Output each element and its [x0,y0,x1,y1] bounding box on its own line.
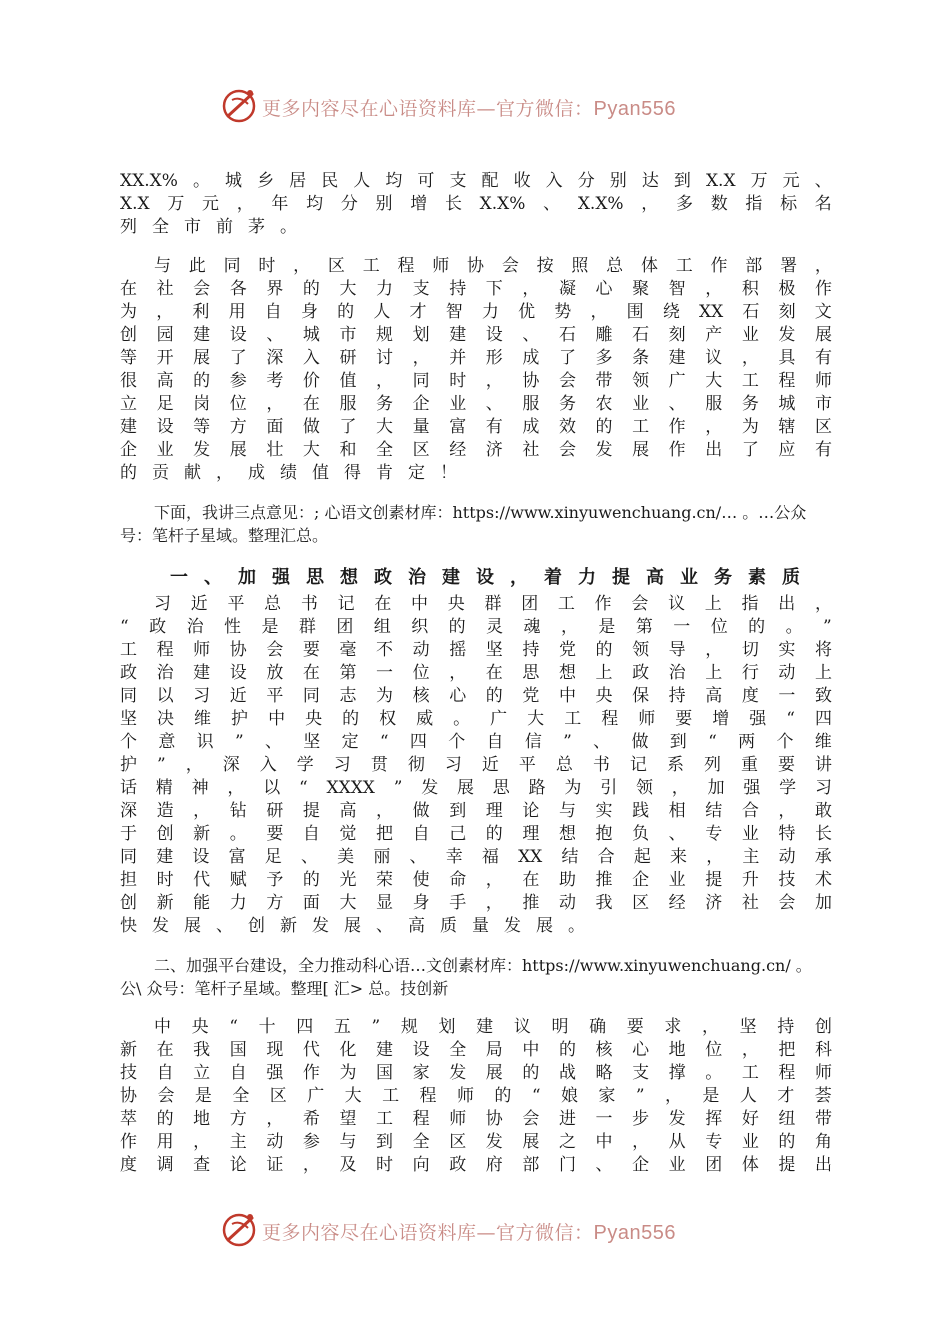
text-line: 在 社 会 各 界 的 大 力 支 持 下 ， 凝 心 聚 智 ， 积 极 作 [120,279,832,299]
text-line: 创 新 能 力 方 面 大 显 身 手 ， 推 动 我 区 经 济 社 会 加 [120,893,832,913]
text-line: 技 自 立 自 强 作 为 国 家 发 展 的 战 略 支 撑 。 工 程 师 [120,1063,832,1083]
text-line: 个 意 识 ” 、 坚 定 “ 四 个 自 信 ” 、 做 到 “ 两 个 维 [120,732,832,752]
text-line: 为 ， 利 用 自 身 的 人 才 智 力 优 势 ， 围 绕 XX 石 刻 文 [120,302,832,322]
text-line: 等 开 展 了 深 入 研 讨 ， 并 形 成 了 多 条 建 议 ， 具 有 [120,348,832,368]
text-line: 担 时 代 赋 予 的 光 荣 使 命 ， 在 助 推 企 业 提 升 技 术 [120,870,832,890]
text-line: 协 会 是 全 区 广 大 工 程 师 的 “ 娘 家 ” ， 是 人 才 荟 [120,1086,832,1106]
text-line: 列 全 市 前 茅 。 [120,217,297,237]
watermark-text [262,94,676,121]
text-line: 同 建 设 富 足 、 美 丽 、 幸 福 XX 结 合 起 来 ， 主 动 承 [120,847,832,867]
text-line: 工 程 师 协 会 要 毫 不 动 摇 坚 持 党 的 领 导 ， 切 实 将 [120,640,832,660]
text-line: 快 发 展 、 创 新 发 展 、 高 质 量 发 展 。 [120,916,585,936]
text-line: 与 此 同 时 ， 区 工 程 师 协 会 按 照 总 体 工 作 部 署 ， [154,256,832,276]
text-line: 号：笔杆子星域。整理汇总。 [120,526,329,545]
watermark-text [262,1218,676,1245]
text-line: 立 足 岗 位 ， 在 服 务 企 业 、 服 务 农 业 、 服 务 城 市 [120,394,832,414]
watermark-wechat-id: Pyan556 [593,98,676,120]
text-line: “ 政 治 性 是 群 团 组 织 的 灵 魂 ， 是 第 一 位 的 。 ” [120,617,832,637]
text-line: 很 高 的 参 考 价 值 ， 同 时 ， 协 会 带 领 广 大 工 程 师 [120,371,832,391]
text-line: 话 精 神 ， 以 “ XXXX ” 发 展 思 路 为 引 领 ， 加 强 学 习 [120,778,832,798]
paragraph-gap [120,485,832,501]
seal-stamp-logo-icon [222,1210,258,1248]
text-line: XX.X% 。 城 乡 居 民 人 均 可 支 配 收 入 分 别 达 到 X.X 万 元 、 [120,171,832,191]
text-line: 作 用 ， 主 动 参 与 到 全 区 发 展 之 中 ， 从 专 业 的 角 [120,1132,832,1152]
text-line: 于 创 新 。 要 自 觉 把 自 己 的 理 想 抱 负 、 专 业 特 长 [120,824,832,844]
text-line: 下面，我讲三点意见：; 心语文创素材库：https://www.xinyuwenchuang.cn/… 。…公众 [154,503,807,522]
text-line: 新 在 我 国 现 代 化 建 设 全 局 中 的 核 心 地 位 ， 把 科 [120,1040,832,1060]
text-line: 公\ 众号：笔杆子星域。整理[ 汇> 总。技创新 [120,979,449,998]
section-heading: 一 、 加 强 思 想 政 治 建 设 ， 着 力 提 高 业 务 素 质 [170,567,800,588]
text-line: 深 造 ， 钻 研 提 高 ， 做 到 理 论 与 实 践 相 结 合 ， 敢 [120,801,832,821]
text-line: 政 治 建 设 放 在 第 一 位 ， 在 思 想 上 政 治 上 行 动 上 [120,663,832,683]
paragraph-gap [120,239,832,255]
watermark-footer [0,1210,950,1250]
text-line: 护 ” ， 深 入 学 习 贯 彻 习 近 平 总 书 记 系 列 重 要 讲 [120,755,832,775]
document-body [120,170,832,1177]
watermark-wechat-id: Pyan556 [593,1222,676,1244]
text-line: 二、加强平台建设，全力推动科心语…文创素材库：https://www.xinyuwenchuang.cn/ 。 [154,956,812,975]
text-line: 习 近 平 总 书 记 在 中 央 群 团 工 作 会 议 上 指 出 ， [154,594,832,614]
paragraph-gap [120,938,832,954]
watermark-text-cn: 更多内容尽在心语资料库—官方微信： [262,98,594,120]
text-line: 创 园 建 设 、 城 市 规 划 建 设 、 石 雕 石 刻 产 业 发 展 [120,325,832,345]
text-line: 度 调 查 论 证 ， 及 时 向 政 府 部 门 、 企 业 团 体 提 出 [120,1155,832,1175]
text-line: 的 贡 献 ， 成 绩 值 得 肯 定 ！ [120,463,457,483]
watermark-text-cn: 更多内容尽在心语资料库—官方微信： [262,1222,594,1244]
text-line: X.X 万 元 ， 年 均 分 别 增 长 X.X% 、 X.X% ， 多 数 指 标 名 [120,194,832,214]
text-line: 坚 决 维 护 中 央 的 权 威 。 广 大 工 程 师 要 增 强 “ 四 [120,709,832,729]
text-line: 企 业 发 展 壮 大 和 全 区 经 济 社 会 发 展 作 出 了 应 有 [120,440,832,460]
paragraph-gap [120,1000,832,1016]
text-line: 建 设 等 方 面 做 了 大 量 富 有 成 效 的 工 作 ， 为 辖 区 [120,417,832,437]
text-line: 中 央 “ 十 四 五 ” 规 划 建 议 明 确 要 求 ， 坚 持 创 [154,1017,832,1037]
watermark-header [0,86,950,126]
text-line: 同 以 习 近 平 同 志 为 核 心 的 党 中 央 保 持 高 度 一 致 [120,686,832,706]
text-line: 萃 的 地 方 ， 希 望 工 程 师 协 会 进 一 步 发 挥 好 纽 带 [120,1109,832,1129]
paragraph-gap [120,547,832,563]
seal-stamp-logo-icon [222,86,258,124]
